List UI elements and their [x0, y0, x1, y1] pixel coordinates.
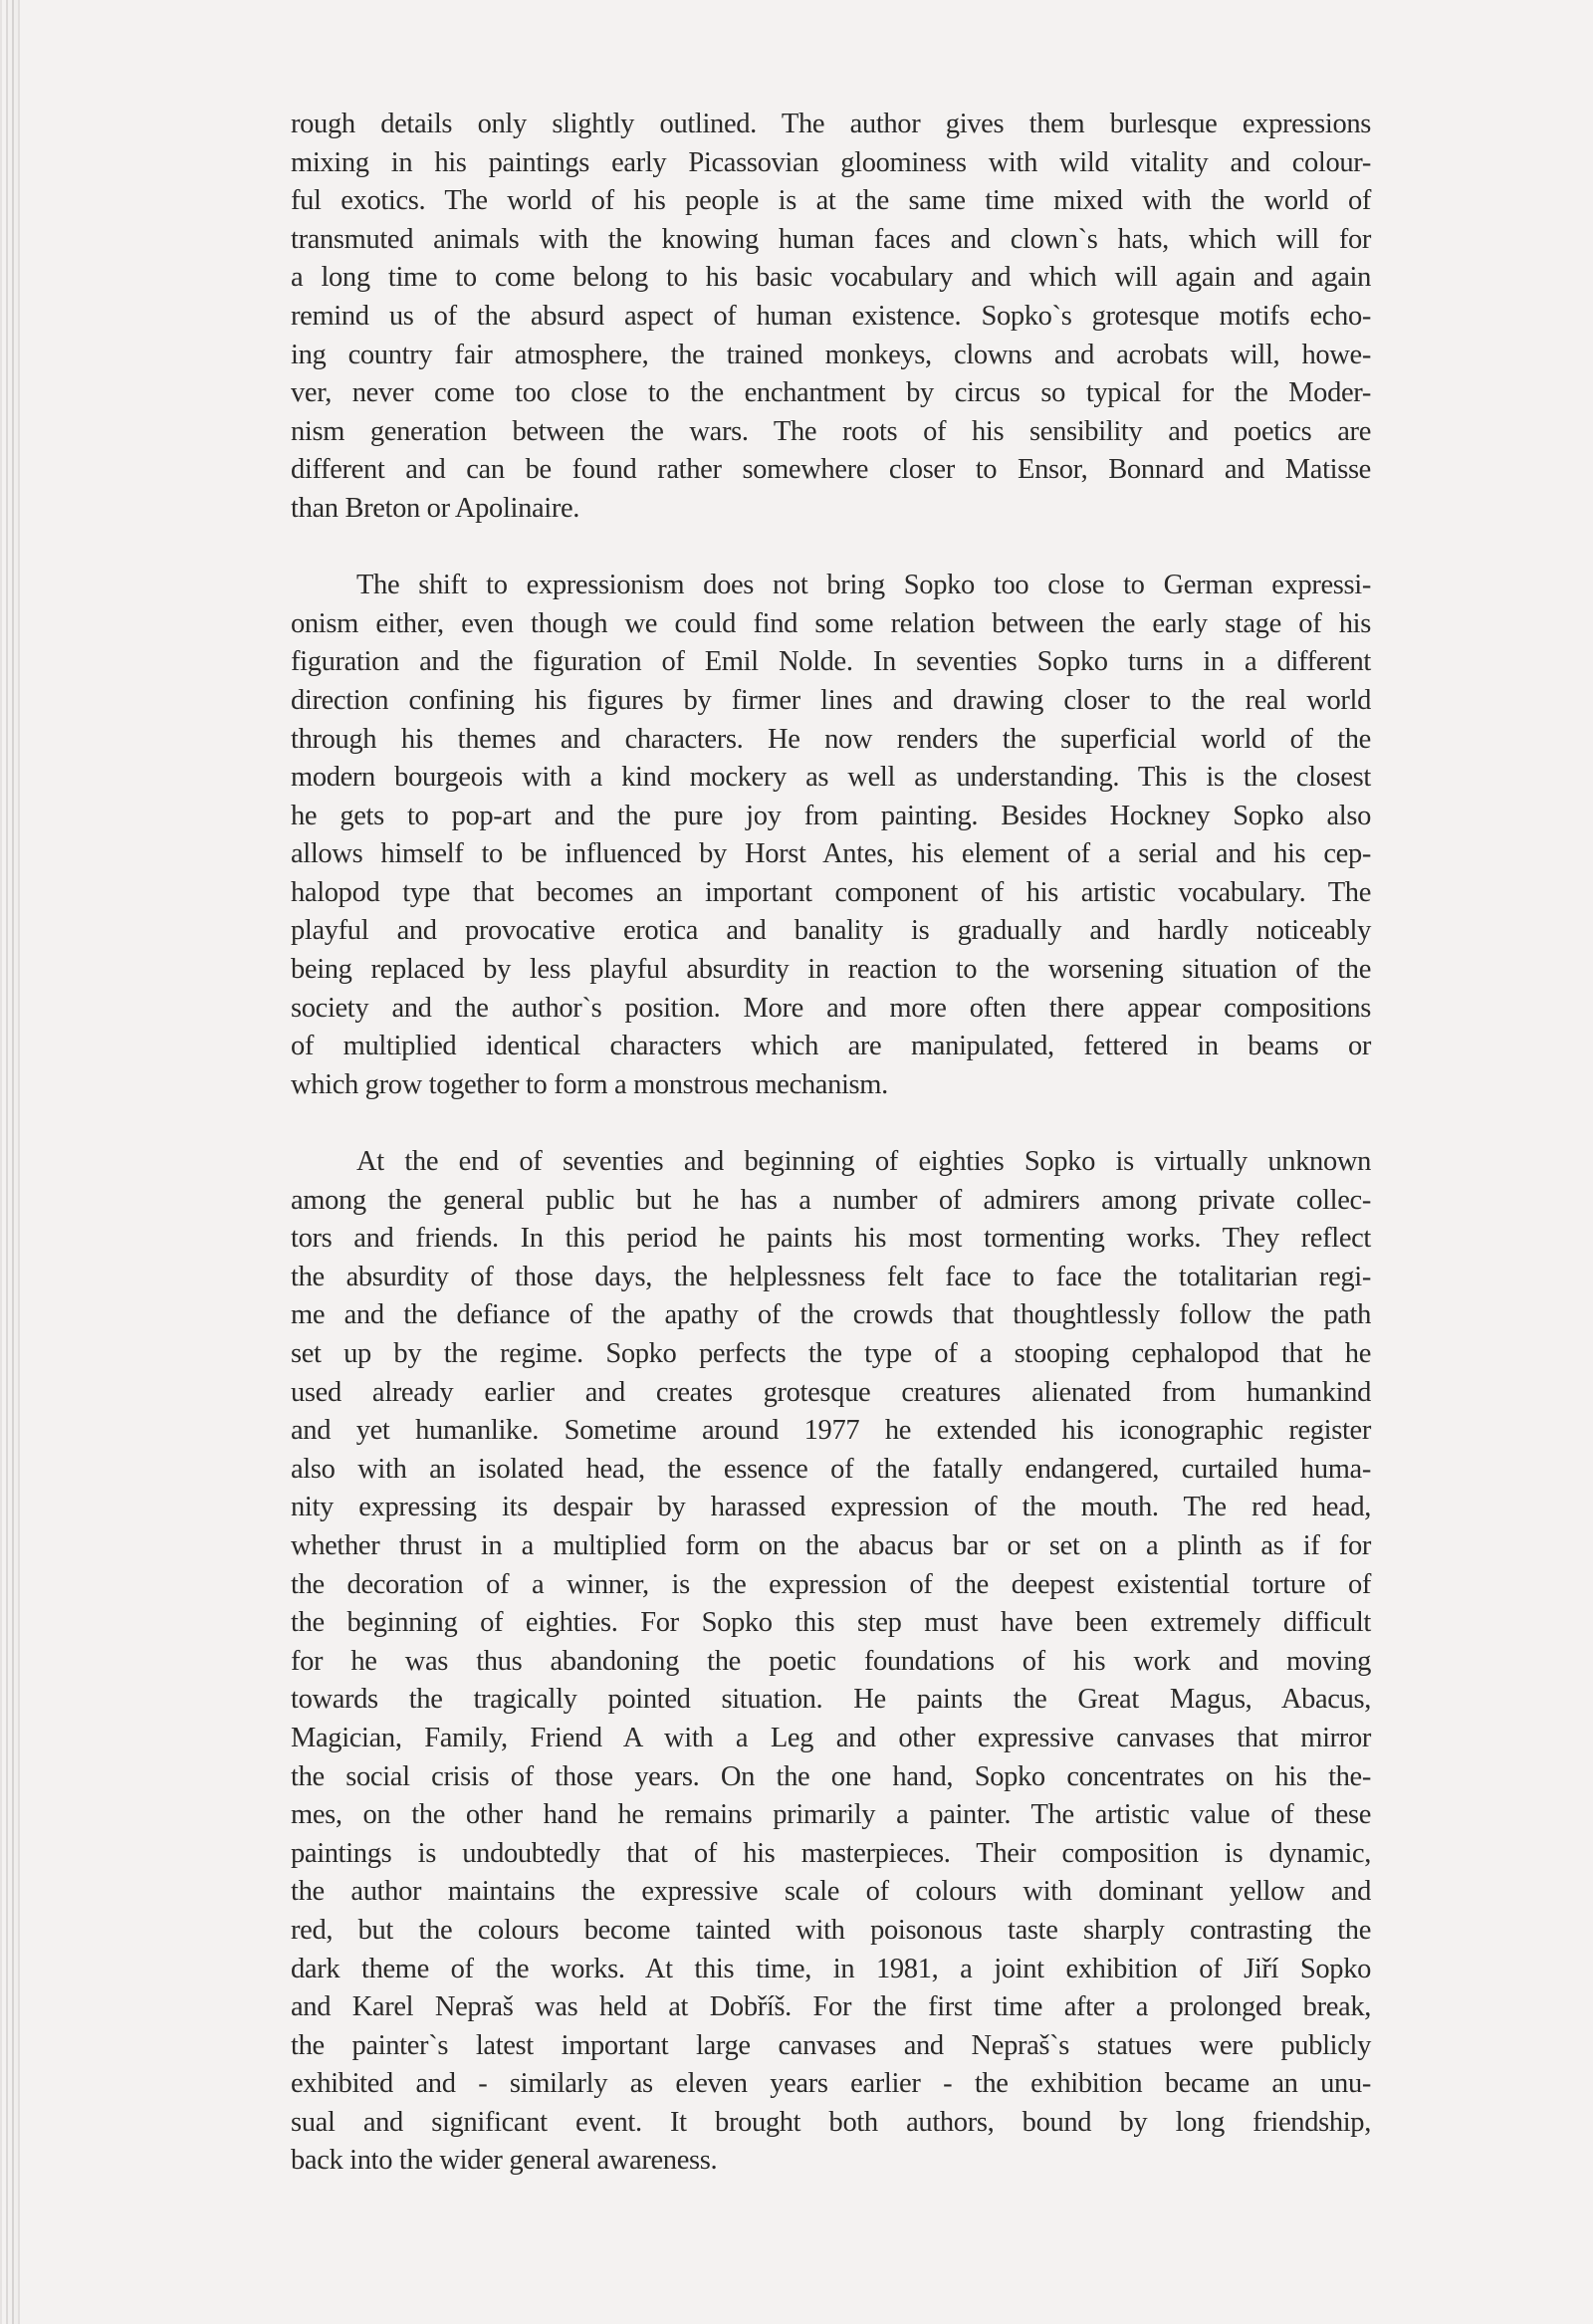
text-line: exhibited and - similarly as eleven years earlier - the exhibition became an unu-: [291, 2068, 1371, 2100]
text-line: the beginning of eighties. For Sopko this step must have been extremely difficult: [291, 1607, 1371, 1639]
text-line: a long time to come belong to his basic vocabulary and which will again and again: [291, 262, 1371, 294]
page-stack-edge: [0, 0, 22, 2324]
text-line: paintings is undoubtedly that of his masterpieces. Their composition is dynamic,: [291, 1837, 1371, 1869]
text-line: which grow together to form a monstrous mechanism.: [291, 1068, 888, 1100]
text-line: figuration and the figuration of Emil Nolde. In seventies Sopko turns in a different: [291, 646, 1371, 678]
text-line: the author maintains the expressive scale of colours with dominant yellow and: [291, 1876, 1371, 1908]
text-line: At the end of seventies and beginning of eighties Sopko is virtually unknown: [356, 1146, 1371, 1178]
text-line: the social crisis of those years. On the one hand, Sopko concentrates on his the-: [291, 1760, 1371, 1792]
text-line: onism either, even though we could find some relation between the early stage of his: [291, 607, 1371, 639]
text-line: set up by the regime. Sopko perfects the type of a stooping cephalopod that he: [291, 1338, 1371, 1369]
text-line: ver, never come too close to the enchantment by circus so typical for the Moder-: [291, 377, 1371, 409]
text-line: whether thrust in a multiplied form on the abacus bar or set on a plinth as if for: [291, 1529, 1371, 1561]
text-line: direction confining his figures by firmer lines and drawing closer to the real world: [291, 684, 1371, 716]
text-line: nity expressing its despair by harassed expression of the mouth. The red head,: [291, 1492, 1371, 1523]
text-line: through his themes and characters. He now renders the superficial world of the: [291, 723, 1371, 755]
text-line: modern bourgeois with a kind mockery as well as understanding. This is the closest: [291, 762, 1371, 794]
text-line: nism generation between the wars. The roots of his sensibility and poetics are: [291, 415, 1371, 447]
text-line: mixing in his paintings early Picassovian gloominess with wild vitality and colour-: [291, 146, 1371, 178]
text-line: ful exotics. The world of his people is at the same time mixed with the world of: [291, 185, 1371, 217]
text-line: allows himself to be influenced by Horst Antes, his element of a serial and his cep-: [291, 838, 1371, 870]
text-line: than Breton or Apolinaire.: [291, 492, 580, 524]
text-line: the painter`s latest important large canvases and Nepraš`s statues were publicly: [291, 2029, 1371, 2061]
text-line: rough details only slightly outlined. The author gives them burlesque expressions: [291, 109, 1371, 139]
paragraph-2: [291, 567, 1371, 1104]
text-line: and Karel Nepraš was held at Dobříš. For the first time after a prolonged break,: [291, 1991, 1371, 2023]
text-line: tors and friends. In this period he paints his most tormenting works. They reflect: [291, 1223, 1371, 1255]
text-line: halopod type that becomes an important component of his artistic vocabulary. The: [291, 876, 1371, 908]
paragraph-3: [291, 1143, 1371, 2181]
text-line: also with an isolated head, the essence of the fatally endangered, curtailed huma-: [291, 1453, 1371, 1485]
text-line: dark theme of the works. At this time, in 1981, a joint exhibition of Jiří Sopko: [291, 1953, 1371, 1984]
text-line: different and can be found rather somewhere closer to Ensor, Bonnard and Matisse: [291, 454, 1371, 486]
text-line: sual and significant event. It brought both authors, bound by long friendship,: [291, 2106, 1371, 2138]
text-line: back into the wider general awareness.: [291, 2145, 718, 2177]
text-line: used already earlier and creates grotesque creatures alienated from humankind: [291, 1376, 1371, 1408]
text-line: among the general public but he has a number of admirers among private collec-: [291, 1184, 1371, 1216]
text-line: and yet humanlike. Sometime around 1977 he extended his iconographic register: [291, 1415, 1371, 1447]
text-line: red, but the colours become tainted with poisonous taste sharply contrasting the: [291, 1914, 1371, 1946]
paragraph-1: [291, 106, 1371, 529]
text-line: of multiplied identical characters which are manipulated, fettered in beams or: [291, 1031, 1371, 1062]
text-line: being replaced by less playful absurdity in reaction to the worsening situation of the: [291, 954, 1371, 986]
text-line: society and the author`s position. More and more often there appear compositions: [291, 992, 1371, 1024]
text-line: he gets to pop-art and the pure joy from painting. Besides Hockney Sopko also: [291, 800, 1371, 831]
text-line: the decoration of a winner, is the expression of the deepest existential torture of: [291, 1568, 1371, 1600]
text-line: the absurdity of those days, the helplessness felt face to face the totalitarian regi-: [291, 1261, 1371, 1292]
text-line: Magician, Family, Friend A with a Leg and other expressive canvases that mirror: [291, 1722, 1371, 1753]
text-line: playful and provocative erotica and banality is gradually and hardly noticeably: [291, 915, 1371, 947]
text-line: me and the defiance of the apathy of the crowds that thoughtlessly follow the path: [291, 1299, 1371, 1331]
text-line: transmuted animals with the knowing human faces and clown`s hats, which will for: [291, 223, 1371, 255]
text-line: towards the tragically pointed situation. He paints the Great Magus, Abacus,: [291, 1684, 1371, 1716]
text-line: for he was thus abandoning the poetic foundations of his work and moving: [291, 1645, 1371, 1677]
text-line: The shift to expressionism does not bring Sopko too close to German expressi-: [356, 570, 1371, 601]
text-line: mes, on the other hand he remains primarily a painter. The artistic value of these: [291, 1799, 1371, 1831]
body-text: [291, 106, 1371, 2181]
text-line: remind us of the absurd aspect of human existence. Sopko`s grotesque motifs echo-: [291, 300, 1371, 332]
text-line: ing country fair atmosphere, the trained monkeys, clowns and acrobats will, howe-: [291, 339, 1371, 370]
